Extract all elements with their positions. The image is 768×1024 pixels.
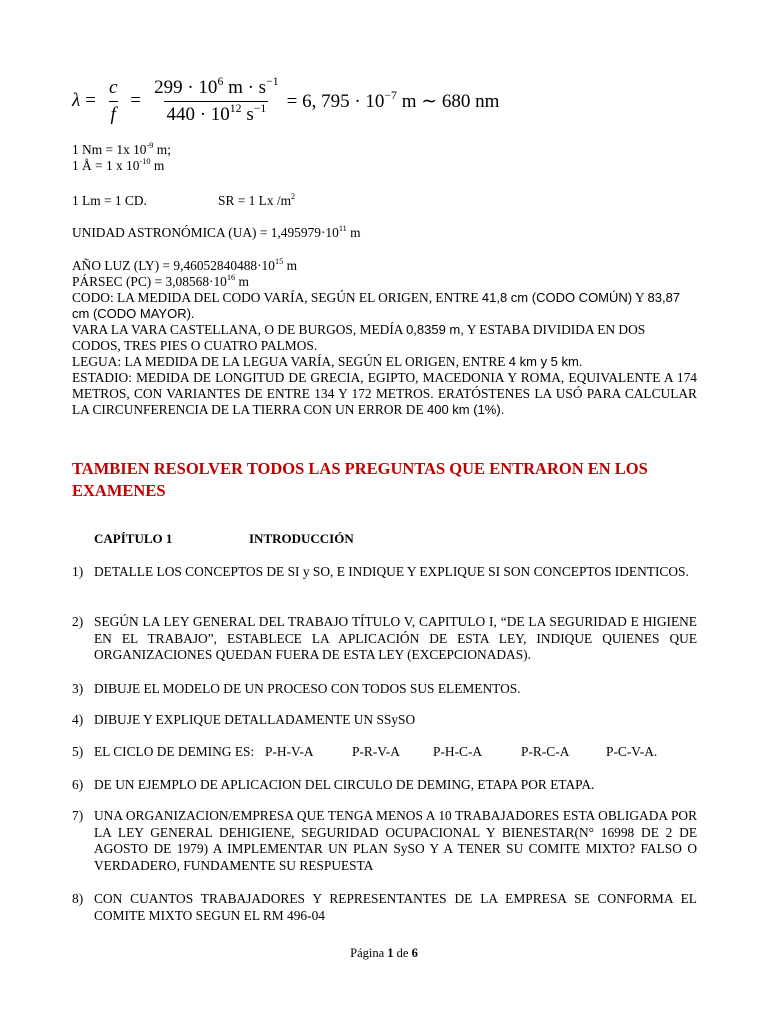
ly-exp: 15 <box>274 257 284 267</box>
question-text: EL CICLO DE DEMING ES: <box>94 744 255 759</box>
legua-value: 4 km y 5 km. <box>508 354 583 369</box>
formula-lambda: λ <box>72 90 81 111</box>
ua-unit: m <box>346 225 361 240</box>
question-3 <box>72 681 697 698</box>
vara-value: 0,8359 m, <box>406 322 464 337</box>
line-parsec <box>72 274 249 290</box>
line-steradian <box>218 193 295 209</box>
paragraph-vara <box>72 322 697 354</box>
ua-exp: 11 <box>338 224 347 234</box>
question-6 <box>72 777 697 794</box>
num-unit: m · s <box>223 76 267 98</box>
vara-text: VARA LA VARA CASTELLANA, O DE BURGOS, MEDÍA <box>72 322 407 337</box>
formula-c-over-f <box>107 77 119 126</box>
question-number: 3) <box>72 681 84 696</box>
den-exp: 12 <box>229 101 242 115</box>
formula-c: c <box>108 76 118 98</box>
pc-text: PÁRSEC (PC) = 3,08568·10 <box>72 274 227 289</box>
line-lumen: 1 Lm = 1 CD. <box>72 193 147 208</box>
estadio-value: 400 km (1%). <box>427 402 505 417</box>
formula-equals-2: = <box>130 90 142 111</box>
section-heading: TAMBIEN RESOLVER TODOS LAS PREGUNTAS QUE ENTRARON EN LOS EXAMENES <box>72 459 648 500</box>
sr-text: SR = 1 Lx /m <box>218 193 292 208</box>
den-unit: s <box>241 103 254 125</box>
question-text: DIBUJE EL MODELO DE UN PROCESO CON TODOS SUS ELEMENTOS. <box>94 681 521 696</box>
formula-fraction <box>152 74 281 126</box>
formula-result <box>287 90 500 113</box>
den-base: 440 · 10 <box>166 103 230 125</box>
result-base: = 6, 795 · 10 <box>286 90 385 112</box>
line-light-year <box>72 258 297 274</box>
a-text: 1 Å = 1 x 10 <box>72 158 140 173</box>
a-exp: -10 <box>139 157 151 167</box>
num-unit-exp: −1 <box>266 74 279 88</box>
result-exp: −7 <box>384 88 397 102</box>
question-text: UNA ORGANIZACION/EMPRESA QUE TENGA MENOS A 10 TRABAJADORES ESTA OBLIGADA POR LA LEY GENERAL DEHIGIENE, SEGURIDAD OCUPACIONAL Y BIENESTAR(N° 16998 DE 2 DE AGOSTO DE 1979) A IMPLEMENTAR UN PLAN SySO Y A TENER SU COMITE MIXTO? FALSO O VERDADERO, FUNDAMENTE SU RESPUESTA <box>94 808 697 873</box>
question-number: 6) <box>72 777 84 792</box>
question-number: 5) <box>72 744 84 759</box>
nm-unit: m; <box>153 142 171 157</box>
question-4 <box>72 712 697 729</box>
deming-option-2: P-R-V-A <box>352 744 400 759</box>
paragraph-estadio <box>72 370 697 418</box>
ly-unit: m <box>283 258 298 273</box>
legua-text: LEGUA: LA MEDIDA DE LA LEGUA VARÍA, SEGÚN EL ORIGEN, ENTRE <box>72 354 509 369</box>
codo-major: 83,87 cm (CODO MAYOR). <box>72 290 681 321</box>
question-1 <box>72 564 697 581</box>
question-8 <box>72 891 697 924</box>
question-text: CON CUANTOS TRABAJADORES Y REPRESENTANTES DE LA EMPRESA SE CONFORMA EL COMITE MIXTO SEGUN EL RM 496-04 <box>94 891 697 923</box>
question-number: 7) <box>72 808 84 823</box>
deming-option-3: P-H-C-A <box>433 744 483 759</box>
formula-f: f <box>109 101 118 126</box>
den-unit-exp: −1 <box>253 101 267 115</box>
deming-option-5: P-C-V-A. <box>606 744 658 759</box>
ua-text: UNIDAD ASTRONÓMICA (UA) = 1,495979·10 <box>72 225 339 240</box>
num-base: 299 · 10 <box>154 76 218 98</box>
chapter-title: INTRODUCCIÓN <box>249 531 354 546</box>
question-number: 4) <box>72 712 84 727</box>
question-text: DE UN EJEMPLO DE APLICACION DEL CIRCULO DE DEMING, ETAPA POR ETAPA. <box>94 777 595 792</box>
line-nanometer <box>72 142 171 158</box>
question-2 <box>72 614 697 664</box>
ly-text: AÑO LUZ (LY) = 9,46052840488·10 <box>72 258 275 273</box>
footer-prefix: Página <box>350 946 388 960</box>
question-number: 1) <box>72 564 84 579</box>
formula-equals: = <box>85 90 96 111</box>
question-number: 2) <box>72 614 84 629</box>
question-number: 8) <box>72 891 84 906</box>
question-text: DETALLE LOS CONCEPTOS DE SI y SO, E INDIQUE Y EXPLIQUE SI SON CONCEPTOS IDENTICOS. <box>94 564 689 579</box>
line-astronomical-unit <box>72 225 361 241</box>
a-unit: m <box>150 158 165 173</box>
paragraph-legua <box>72 354 697 370</box>
pc-exp: 16 <box>226 273 236 283</box>
nm-text: 1 Nm = 1x 10 <box>72 142 147 157</box>
paragraph-codo <box>72 290 697 322</box>
question-5 <box>72 744 697 761</box>
chapter-label: CAPÍTULO 1 <box>94 531 173 546</box>
line-angstrom <box>72 158 164 174</box>
question-text: DIBUJE Y EXPLIQUE DETALLADAMENTE UN SSySO <box>94 712 416 727</box>
estadio-text: ESTADIO: MEDIDA DE LONGITUD DE GRECIA, EGIPTO, MACEDONIA Y ROMA, EQUIVALENTE A 174 METROS, CON VARIANTES DE ENTRE 134 Y 172 METROS. ERATÓSTENES LA USÓ PARA CALCULAR LA CIRCUNFERENCIA DE LA TIERRA CON UN ERROR DE <box>72 370 697 417</box>
footer-current-page: 1 <box>387 946 394 960</box>
formula-denominator <box>164 101 268 126</box>
question-text: SEGÚN LA LEY GENERAL DEL TRABAJO TÍTULO V, CAPITULO I, “DE LA SEGURIDAD E HIGIENE EN EL TRABAJO”, ESTABLECE LA APLICACIÓN DE ESTA LEY, INDIQUE QUIENES QUE ORGANIZACIONES QUEDAN FUERA DE ESTA LEY (EXCEPCIONADAS). <box>94 614 697 662</box>
footer-total-pages: 6 <box>411 946 418 960</box>
codo-and: Y <box>632 290 648 305</box>
formula-numerator <box>152 74 281 101</box>
question-7 <box>72 808 697 874</box>
codo-text: CODO: LA MEDIDA DEL CODO VARÍA, SEGÚN EL ORIGEN, ENTRE <box>72 290 482 305</box>
wavelength-formula <box>72 70 499 132</box>
pc-unit: m <box>235 274 249 289</box>
vara-rest: Y ESTABA DIVIDIDA EN DOS CODOS, TRES PIES O CUATRO PALMOS. <box>72 322 646 353</box>
codo-common: 41,8 cm (CODO COMÚN) <box>481 290 633 305</box>
deming-option-4: P-R-C-A <box>521 744 570 759</box>
sr-exp: 2 <box>291 192 296 202</box>
page-footer <box>0 946 768 961</box>
num-exp: 6 <box>217 74 224 88</box>
deming-option-1: P-H-V-A <box>265 744 314 759</box>
nm-exp: -9 <box>146 141 154 151</box>
footer-of: de <box>393 946 412 960</box>
result-tail: m ∼ 680 nm <box>396 90 500 112</box>
